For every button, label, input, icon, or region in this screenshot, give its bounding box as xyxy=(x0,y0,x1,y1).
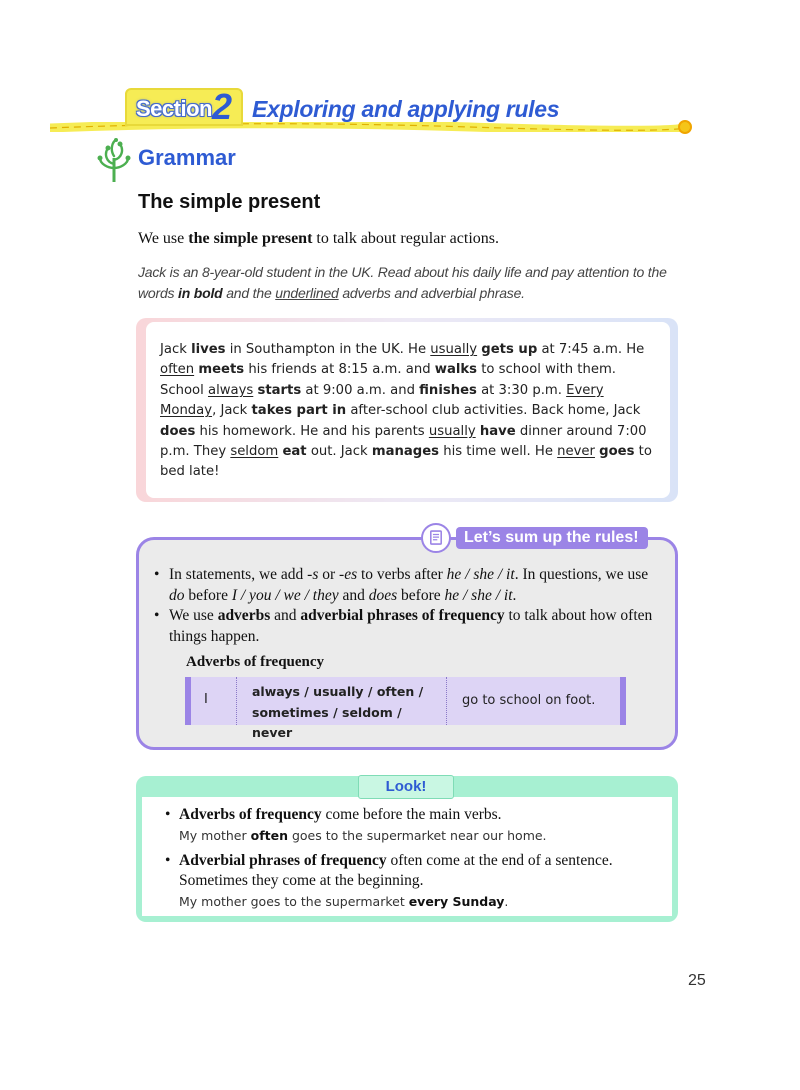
look-item: • Adverbs of frequency come before the main verbs. My mother often goes to the supermarket near our home. xyxy=(164,805,654,846)
rule-item: • In statements, we add -s or -es to verbs after he / she / it. In questions, we use do before I / you / we / they and does before he / she / it. xyxy=(152,565,662,606)
intro-sentence: We use the simple present to talk about regular actions. xyxy=(138,230,499,247)
rules-list xyxy=(152,565,662,647)
example-sentence: My mother goes to the supermarket every Sunday. xyxy=(179,893,509,909)
table-divider xyxy=(236,677,237,725)
table-adverbs-cell: always / usually / often / sometimes / seldom / never xyxy=(252,684,424,740)
rule-item: • We use adverbs and adverbial phrases of frequency to talk about how often things happen. xyxy=(152,606,662,647)
instruction-text: Jack is an 8-year-old student in the UK. Read about his daily life and pay attention to the words in bold and the underlined adverbs and adverbial phrase. xyxy=(138,264,667,301)
rules-tab-label: Let’s sum up the rules! xyxy=(464,529,639,546)
section-label: Section xyxy=(136,96,212,121)
table-subject-cell: I xyxy=(204,692,208,707)
table-divider xyxy=(446,677,447,725)
table-predicate-cell: go to school on foot. xyxy=(462,693,596,708)
section-title: Exploring and applying rules xyxy=(252,96,560,122)
look-list xyxy=(164,805,654,912)
page-number: 25 xyxy=(688,972,706,989)
table-left-bar xyxy=(185,677,191,725)
document-icon xyxy=(421,523,451,553)
example-sentence: My mother often goes to the supermarket near our home. xyxy=(179,827,547,843)
reading-passage: Jack lives in Southampton in the UK. He usually gets up at 7:45 a.m. He often meets his friends at 8:15 a.m. and walks to school with them. School always starts at 9:00 a.m. and finishes at 3:30 p.m. Every Monday, Jack takes part in after-school club activities. Back home, Jack does his homework. He and his parents usually have dinner around 7:00 p.m. They seldom eat out. Jack manages his time well. He never goes to bed late! xyxy=(160,342,652,480)
header-dot-icon xyxy=(678,120,692,134)
tree-icon xyxy=(96,138,132,182)
look-item: • Adverbial phrases of frequency often come at the end of a sentence. Sometimes they come at the beginning. My mother goes to the supermarket every Sunday. xyxy=(164,851,654,912)
section-number: 2 xyxy=(212,86,233,127)
adverbs-heading: Adverbs of frequency xyxy=(186,654,325,670)
topic-title: The simple present xyxy=(138,191,321,213)
look-tab-label: Look! xyxy=(385,778,427,795)
table-right-bar xyxy=(620,677,626,725)
grammar-heading: Grammar xyxy=(138,145,236,170)
